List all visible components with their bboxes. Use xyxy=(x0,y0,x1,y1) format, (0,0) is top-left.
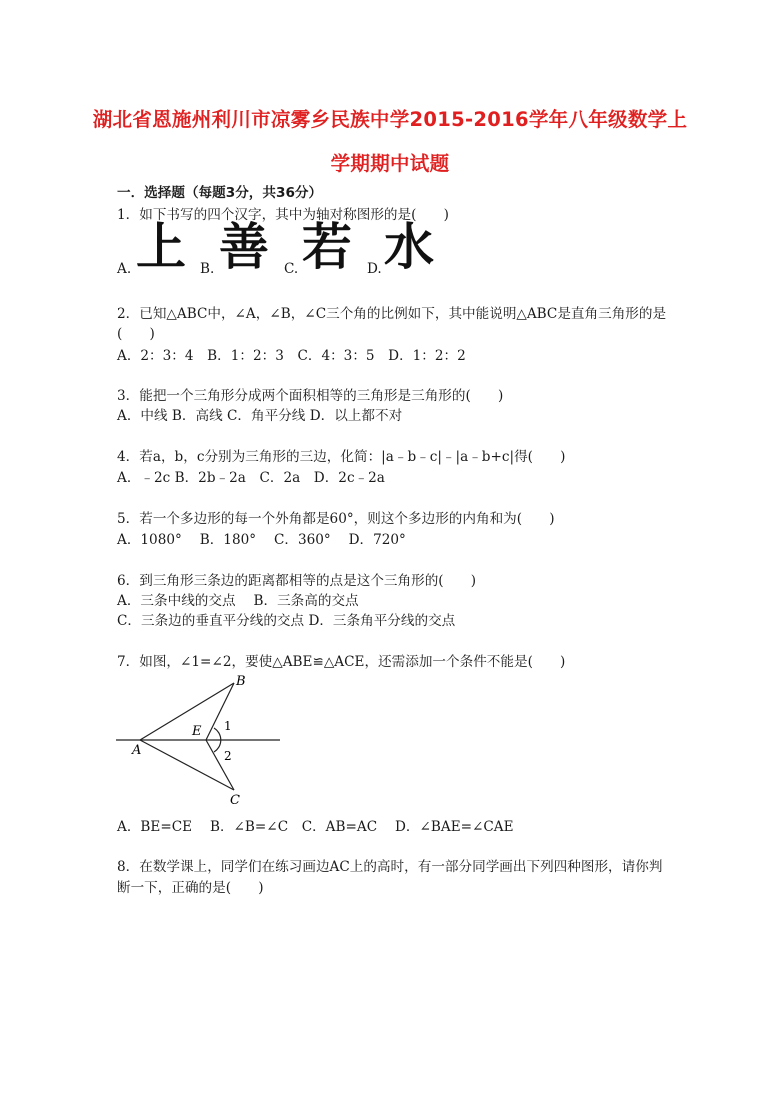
question-6-options-line1: A．三条中线的交点 B．三条高的交点 xyxy=(117,593,359,609)
question-4-stem: 4．若a，b，c分别为三角形的三边，化简：|a﹣b﹣c|﹣|a﹣b+c|得( ) xyxy=(117,449,566,465)
point-b-label: B xyxy=(236,674,246,689)
point-e-label: E xyxy=(192,724,202,739)
option-a-label: A. xyxy=(117,261,132,277)
question-8-stem: 8．在数学课上，同学们在练习画边AC上的高时，有一部分同学画出下列四种图形，请你判 xyxy=(117,859,663,875)
option-c-label: C. xyxy=(284,261,299,277)
question-2-stem-cont: ( ) xyxy=(117,326,155,342)
option-b-label: B. xyxy=(200,261,215,277)
question-1-stem: 1．如下书写的四个汉字，其中为轴对称图形的是( ) xyxy=(117,207,449,223)
question-3-options: A．中线 B．高线 C．角平分线 D．以上都不对 xyxy=(117,408,403,424)
glyph-shui: 水 xyxy=(384,218,434,276)
question-2-stem: 2．已知△ABC中，∠A，∠B，∠C三个角的比例如下，其中能说明△ABC是直角三角形的是 xyxy=(117,306,667,322)
exam-title-line2: 学期期中试题 xyxy=(330,152,450,175)
question-7-options: A．BE=CE B．∠B=∠C C．AB=AC D．∠BAE=∠CAE xyxy=(117,819,514,835)
question-7-stem: 7．如图，∠1=∠2，要使△ABE≌△ACE，还需添加一个条件不能是( ) xyxy=(117,654,566,670)
option-d-label: D. xyxy=(367,261,382,277)
question-3-stem: 3．能把一个三角形分成两个面积相等的三角形是三角形的( ) xyxy=(117,388,504,404)
question-6-stem: 6．到三角形三条边的距离都相等的点是这个三角形的( ) xyxy=(117,573,477,589)
point-c-label: C xyxy=(230,793,240,808)
angle-2-label: 2 xyxy=(224,749,232,763)
question-7-figure xyxy=(110,668,310,813)
question-8-stem-cont: 断一下，正确的是( ) xyxy=(117,880,264,896)
glyph-shan: 善 xyxy=(219,218,269,276)
angle-1-label: 1 xyxy=(224,719,232,733)
point-a-label: A xyxy=(132,743,142,758)
question-4-options: A．﹣2c B．2b﹣2a C．2a D．2c﹣2a xyxy=(117,470,385,486)
question-5-options: A．1080° B．180° C．360° D．720° xyxy=(117,532,406,548)
glyph-shang: 上 xyxy=(136,218,186,276)
glyph-ruo: 若 xyxy=(302,218,352,276)
section-heading: 一．选择题（每题3分，共36分） xyxy=(117,185,323,201)
question-5-stem: 5．若一个多边形的每一个外角都是60°，则这个多边形的内角和为( ) xyxy=(117,511,555,527)
question-2-options: A．2：3：4 B．1：2：3 C．4：3：5 D．1：2：2 xyxy=(117,348,466,364)
question-6-options-line2: C．三条边的垂直平分线的交点 D．三条角平分线的交点 xyxy=(117,613,456,629)
exam-title-line1: 湖北省恩施州利川市凉雾乡民族中学2015-2016学年八年级数学上 xyxy=(92,108,688,131)
